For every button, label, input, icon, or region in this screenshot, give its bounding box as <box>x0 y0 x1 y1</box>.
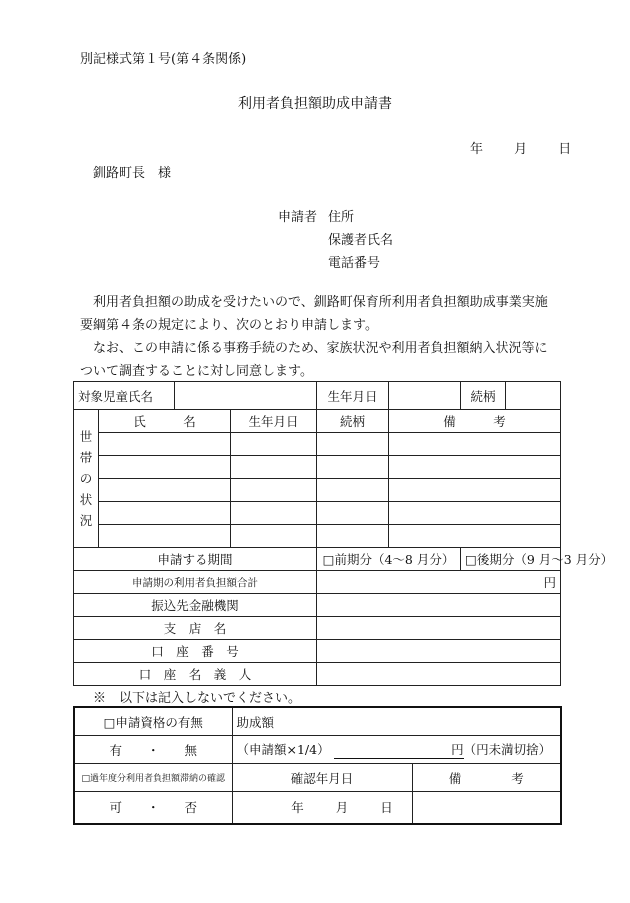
child-name-field[interactable] <box>175 382 317 410</box>
rounding-note: （円未満切捨） <box>463 742 552 757</box>
address-label: 住所 <box>328 210 355 225</box>
past-arrears-checkbox[interactable]: □過年度分利用者負担額滞納の確認 <box>74 764 232 792</box>
confirm-month: 月 <box>335 800 349 816</box>
account-holder-field[interactable] <box>317 663 561 686</box>
application-table <box>73 381 614 686</box>
request-paragraph-1: 利用者負担額の助成を受けたいので、釧路町保育所利用者負担額助成事業実施要綱第４条の規定により、次のとおり申請します。 <box>80 295 548 333</box>
col-birthdate: 生年月日 <box>231 410 317 433</box>
child-birthdate-field[interactable] <box>389 382 461 410</box>
request-paragraph-2: なお、この申請に係る事務手続のため、家族状況や利用者負担額納入状況等について調査することに対し同意します。 <box>80 341 548 379</box>
date-day: 日 <box>558 142 572 157</box>
branch-field[interactable] <box>317 617 561 640</box>
subsidy-formula <box>232 736 561 764</box>
household-row <box>74 479 561 502</box>
branch-label: 支 店 名 <box>74 617 317 640</box>
remarks-field[interactable] <box>412 792 561 824</box>
household-row <box>74 456 561 479</box>
confirm-day: 日 <box>380 800 393 816</box>
yen-unit: 円 <box>451 742 464 757</box>
date-year: 年 <box>470 142 484 157</box>
eligibility-checkbox[interactable]: □申請資格の有無 <box>74 707 232 736</box>
confirm-year: 年 <box>291 800 304 816</box>
page-title: 利用者負担額助成申請書 <box>238 96 392 112</box>
formula-text: （申請額×1/4） <box>236 742 330 757</box>
col-relation: 続柄 <box>317 410 389 433</box>
phone-label: 電話番号 <box>328 256 381 271</box>
household-status-label: 世 帯 の 状 況 <box>74 410 99 548</box>
household-row <box>74 525 561 548</box>
yen-unit: 円 <box>543 575 557 590</box>
date-month: 月 <box>514 142 528 157</box>
period-first-checkbox[interactable]: □前期分（4～8 月分） <box>317 548 461 571</box>
child-birthdate-label: 生年月日 <box>317 382 389 410</box>
bank-field[interactable] <box>317 594 561 617</box>
form-number: 別記様式第１号(第４条関係) <box>80 52 247 67</box>
total-amount-field[interactable] <box>317 571 561 594</box>
office-use-note: ※ 以下は記入しないでください。 <box>93 691 302 706</box>
col-remarks: 備 考 <box>389 410 561 433</box>
child-relation-field[interactable] <box>506 382 561 410</box>
bank-label: 振込先金融機関 <box>74 594 317 617</box>
subsidy-amount-field[interactable] <box>334 740 464 759</box>
child-relation-label: 続柄 <box>461 382 506 410</box>
addressee: 釧路町長 様 <box>93 166 172 181</box>
ok-ng: 可 ・ 否 <box>74 792 232 824</box>
total-amount-label: 申請期の利用者負担額合計 <box>74 571 317 594</box>
request-text <box>80 291 560 383</box>
subsidy-label: 助成額 <box>232 707 561 736</box>
period-second-checkbox[interactable]: □後期分（9 月～3 月分） <box>461 548 561 571</box>
guardian-name-label: 保護者氏名 <box>328 233 394 248</box>
applicant-block <box>278 206 393 275</box>
office-use-table <box>73 706 562 825</box>
period-label: 申請する期間 <box>74 548 317 571</box>
confirm-date-field[interactable] <box>232 792 412 824</box>
date-line <box>470 138 571 157</box>
child-name-label: 対象児童氏名 <box>74 382 175 410</box>
household-row <box>74 502 561 525</box>
household-row <box>74 433 561 456</box>
applicant-label: 申請者 <box>278 210 318 225</box>
account-number-label: 口 座 番 号 <box>74 640 317 663</box>
yes-no: 有 ・ 無 <box>74 736 232 764</box>
account-number-field[interactable] <box>317 640 561 663</box>
confirm-date-label: 確認年月日 <box>232 764 412 792</box>
account-holder-label: 口 座 名 義 人 <box>74 663 317 686</box>
remarks-label: 備 考 <box>412 764 561 792</box>
col-name: 氏 名 <box>99 410 231 433</box>
